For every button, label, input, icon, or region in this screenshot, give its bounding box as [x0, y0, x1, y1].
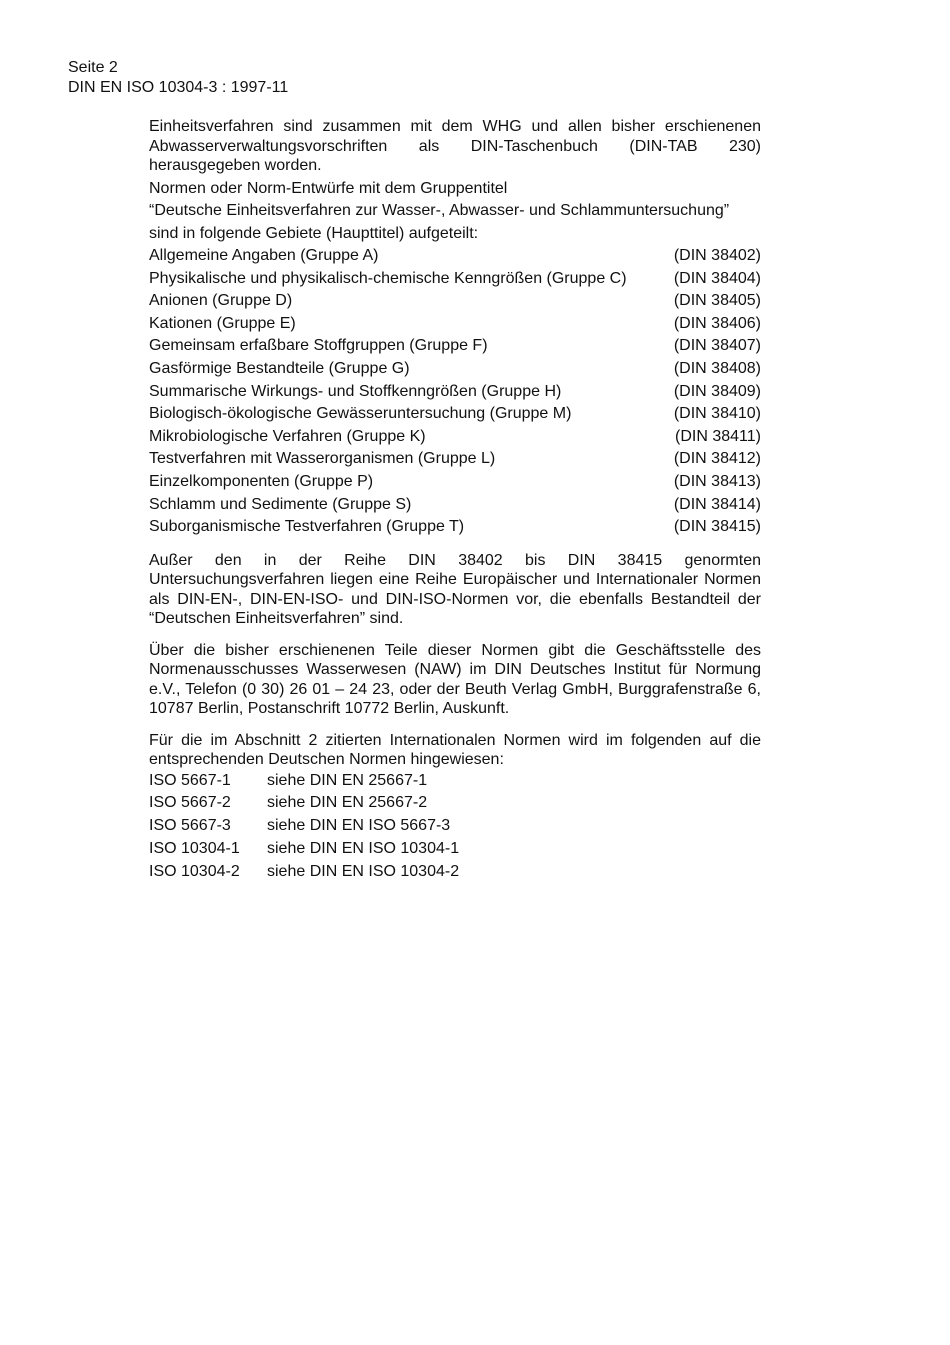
group-din: (DIN 38404) — [673, 269, 761, 287]
reference-row — [149, 838, 761, 861]
reference-din: siehe DIN EN ISO 10304-2 — [267, 862, 460, 880]
group-name: Mikrobiologische Verfahren (Gruppe K) — [149, 427, 426, 445]
intro-line-3: sind in folgende Gebiete (Haupttitel) aufgeteilt: — [149, 224, 479, 242]
group-din: (DIN 38412) — [673, 450, 761, 468]
group-row — [149, 403, 761, 426]
group-name: Anionen (Gruppe D) — [149, 292, 293, 310]
reference-row — [149, 815, 761, 838]
group-row — [149, 335, 761, 358]
group-din: (DIN 38410) — [673, 405, 761, 423]
intro-line-1: Normen oder Norm-Entwürfe mit dem Gruppentitel — [149, 179, 508, 197]
reference-list — [149, 770, 761, 884]
group-din: (DIN 38413) — [673, 472, 761, 490]
reference-row — [149, 770, 761, 793]
reference-din: siehe DIN EN ISO 5667-3 — [267, 817, 451, 835]
group-name: Biologisch-ökologische Gewässeruntersuchung (Gruppe M) — [149, 405, 572, 423]
group-din: (DIN 38414) — [673, 495, 761, 513]
group-din: (DIN 38402) — [673, 247, 761, 264]
paragraph-references-intro: Für die im Abschnitt 2 zitierten Internationalen Normen wird im folgenden auf die entsprechenden Deutschen Normen hingewiesen: — [149, 731, 761, 769]
group-row — [149, 245, 761, 268]
paragraph-contact: Über die bisher erschienenen Teile dieser Normen gibt die Geschäftsstelle des Normenausschusses Wasserwesen (NAW) im DIN Deutsches Institut für Normung e.V., Telefon (0 30) 26 01 – 24 23, oder der Beuth Verlag GmbH, Burggrafenstraße 6, 10787 Berlin, Postanschrift 10772 Berlin, Auskunft. — [149, 641, 761, 718]
group-row — [149, 471, 761, 494]
group-name: Schlamm und Sedimente (Gruppe S) — [149, 495, 412, 513]
reference-din: siehe DIN EN 25667-2 — [267, 794, 428, 812]
paragraph-european-norms: Außer den in der Reihe DIN 38402 bis DIN 38415 genormten Untersuchungsverfahren liegen eine Reihe Europäischer und Internationaler Normen als DIN-EN-, DIN-EN-ISO- und DIN-ISO-Normen vor, die ebenfalls Bestandteil der “Deutschen Einheitsverfahren” sind. — [149, 551, 761, 628]
group-din: (DIN 38411) — [675, 427, 761, 445]
group-name: Physikalische und physikalisch-chemische Kenngrößen (Gruppe C) — [149, 269, 627, 287]
reference-iso: ISO 5667-2 — [149, 794, 231, 812]
reference-iso: ISO 5667-1 — [149, 771, 231, 789]
reference-row — [149, 861, 761, 884]
intro-paragraph: Einheitsverfahren sind zusammen mit dem WHG und allen bisher erschienenen Abwasserverwaltungsvorschriften als DIN-Taschenbuch (DIN-TAB 230) herausgegeben worden. — [149, 118, 761, 174]
group-row — [149, 313, 761, 336]
group-name: Kationen (Gruppe E) — [149, 314, 296, 332]
group-din: (DIN 38407) — [673, 337, 761, 355]
group-list — [149, 245, 761, 539]
group-row — [149, 381, 761, 404]
group-din: (DIN 38406) — [673, 314, 761, 332]
group-row — [149, 358, 761, 381]
group-din: (DIN 38408) — [673, 359, 761, 377]
page-number: Seite 2 — [68, 59, 118, 76]
document-body — [149, 117, 761, 883]
group-name: Gemeinsam erfaßbare Stoffgruppen (Gruppe F) — [149, 337, 488, 355]
group-din: (DIN 38415) — [673, 518, 761, 536]
group-name: Einzelkomponenten (Gruppe P) — [149, 472, 374, 490]
intro-line-2: “Deutsche Einheitsverfahren zur Wasser-, Abwasser- und Schlammuntersuchung” — [149, 202, 730, 219]
reference-row — [149, 792, 761, 815]
group-row — [149, 516, 761, 539]
group-row — [149, 426, 761, 449]
group-row — [149, 494, 761, 517]
reference-din: siehe DIN EN ISO 10304-1 — [267, 839, 460, 857]
reference-iso: ISO 10304-2 — [149, 862, 240, 880]
group-name: Allgemeine Angaben (Gruppe A) — [149, 247, 379, 264]
group-name: Suborganismische Testverfahren (Gruppe T) — [149, 518, 465, 536]
group-name: Summarische Wirkungs- und Stoffkenngrößen (Gruppe H) — [149, 382, 562, 400]
group-row — [149, 290, 761, 313]
group-din: (DIN 38405) — [673, 292, 761, 310]
group-name: Gasförmige Bestandteile (Gruppe G) — [149, 359, 410, 377]
reference-din: siehe DIN EN 25667-1 — [267, 771, 428, 789]
group-name: Testverfahren mit Wasserorganismen (Gruppe L) — [149, 450, 496, 468]
group-din: (DIN 38409) — [673, 382, 761, 400]
group-row — [149, 448, 761, 471]
reference-iso: ISO 10304-1 — [149, 839, 240, 857]
document-id: DIN EN ISO 10304-3 : 1997-11 — [68, 79, 289, 96]
reference-iso: ISO 5667-3 — [149, 817, 231, 835]
page-header — [68, 58, 288, 98]
group-row — [149, 268, 761, 291]
